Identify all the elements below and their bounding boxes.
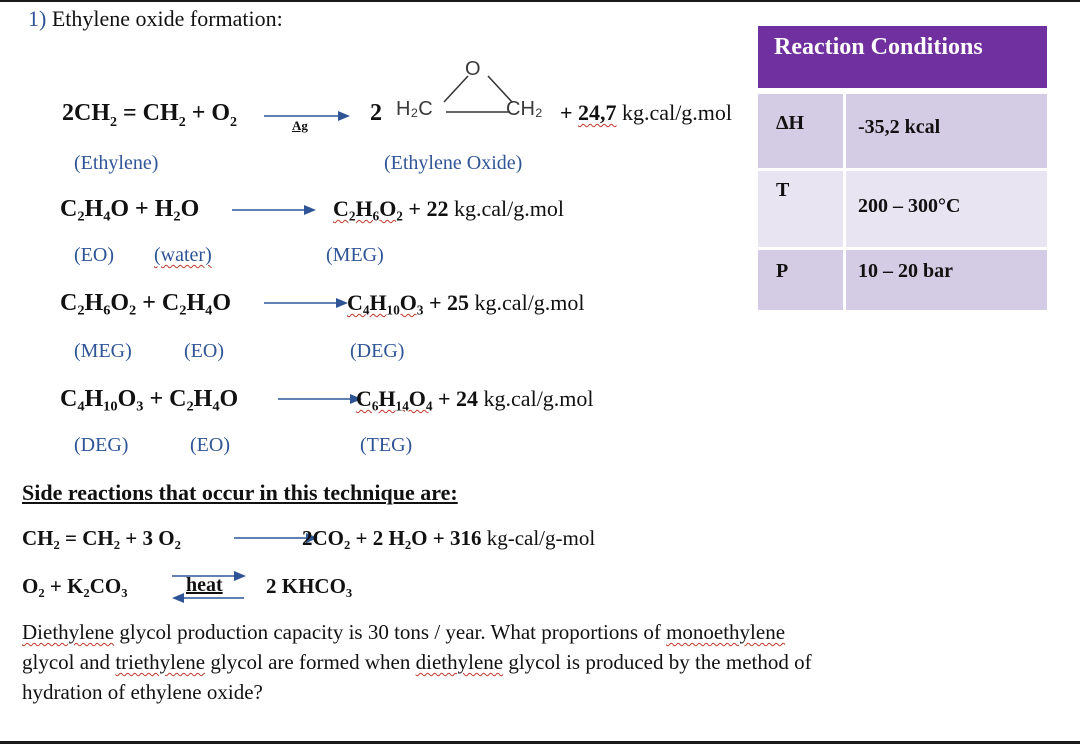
side-reaction2-product: 2 KHCO₃	[266, 574, 353, 598]
label-eo-2: (EO)	[184, 340, 224, 362]
label-meg-2: (MEG)	[74, 340, 132, 362]
label-water: (water)	[154, 244, 212, 266]
value-cell-dh: -35,2 kcal	[846, 94, 1047, 168]
top-border	[0, 0, 1080, 2]
reaction3-reactants: C₂H₆O₂ + C₂H₄O	[60, 290, 231, 316]
question-line-3: hydration of ethylene oxide?	[22, 680, 263, 704]
label-ethylene: (Ethylene)	[74, 152, 159, 174]
side-reactions-heading: Side reactions that occur in this technique are:	[22, 480, 458, 505]
reaction4-reactants: C₄H₁₀O₃ + C₂H₄O	[60, 386, 239, 412]
param-cell-t: T	[758, 171, 843, 247]
heat-condition: heat	[186, 574, 223, 596]
param-cell-p: P	[758, 250, 843, 310]
reaction1-reactants: $2CH_2 = CH_2 + O_2$	[62, 100, 238, 130]
reaction1-product-coefficient: 2	[370, 100, 382, 126]
label-meg: (MEG)	[326, 244, 384, 266]
ring-bond	[444, 102, 514, 122]
conditions-table-title: Reaction Conditions	[758, 26, 1047, 88]
param-cell-dh: ΔH	[758, 94, 843, 168]
side-reaction1-reactants: CH₂ = CH₂ + 3 O₂	[22, 526, 181, 550]
catalyst-label: Ag	[292, 118, 308, 133]
ring-oxygen: O	[465, 58, 481, 80]
label-teg: (TEG)	[360, 434, 413, 456]
label-eo-3: (EO)	[190, 434, 230, 456]
value-cell-t: 200 – 300°C	[846, 171, 1047, 247]
reaction4-product: C₆H₁₄O₄ + 24 kg.cal/g.mol	[356, 386, 594, 411]
side-reaction2-reactants: O₂ + K₂CO₃	[22, 574, 128, 598]
reaction1-energy: + 24,7 kg.cal/g.mol	[560, 100, 733, 125]
ring-right-carbon: CH₂	[506, 98, 543, 120]
section-heading	[28, 6, 283, 32]
heading-number: 1)	[28, 6, 47, 31]
ring-left-carbon: H₂C	[396, 98, 433, 120]
side-reaction1-products: 2CO₂ + 2 H₂O + 316 kg-cal/g-mol	[302, 526, 596, 550]
label-deg-2: (DEG)	[74, 434, 129, 456]
question-line-1: Diethylene glycol production capacity is 30 tons / year. What proportions of monoethylene	[22, 620, 786, 644]
reaction3-arrow	[262, 291, 352, 315]
value-cell-p: 10 – 20 bar	[846, 250, 1047, 310]
label-deg: (DEG)	[350, 340, 405, 362]
reaction2-reactants: C₂H₄O + H₂O	[60, 196, 200, 222]
reaction2-arrow	[230, 198, 320, 222]
label-ethylene-oxide: (Ethylene Oxide)	[384, 152, 523, 174]
question-line-2: glycol and triethylene glycol are formed when diethylene glycol is produced by the method of	[22, 650, 812, 674]
reaction3-product: C₄H₁₀O₃ + 25 kg.cal/g.mol	[347, 290, 585, 315]
reaction4-arrow	[276, 387, 366, 411]
reaction2-product: C₂H₆O₂ + 22 kg.cal/g.mol	[333, 196, 564, 221]
heading-title: Ethylene oxide formation:	[51, 6, 283, 31]
label-eo: (EO)	[74, 244, 114, 266]
